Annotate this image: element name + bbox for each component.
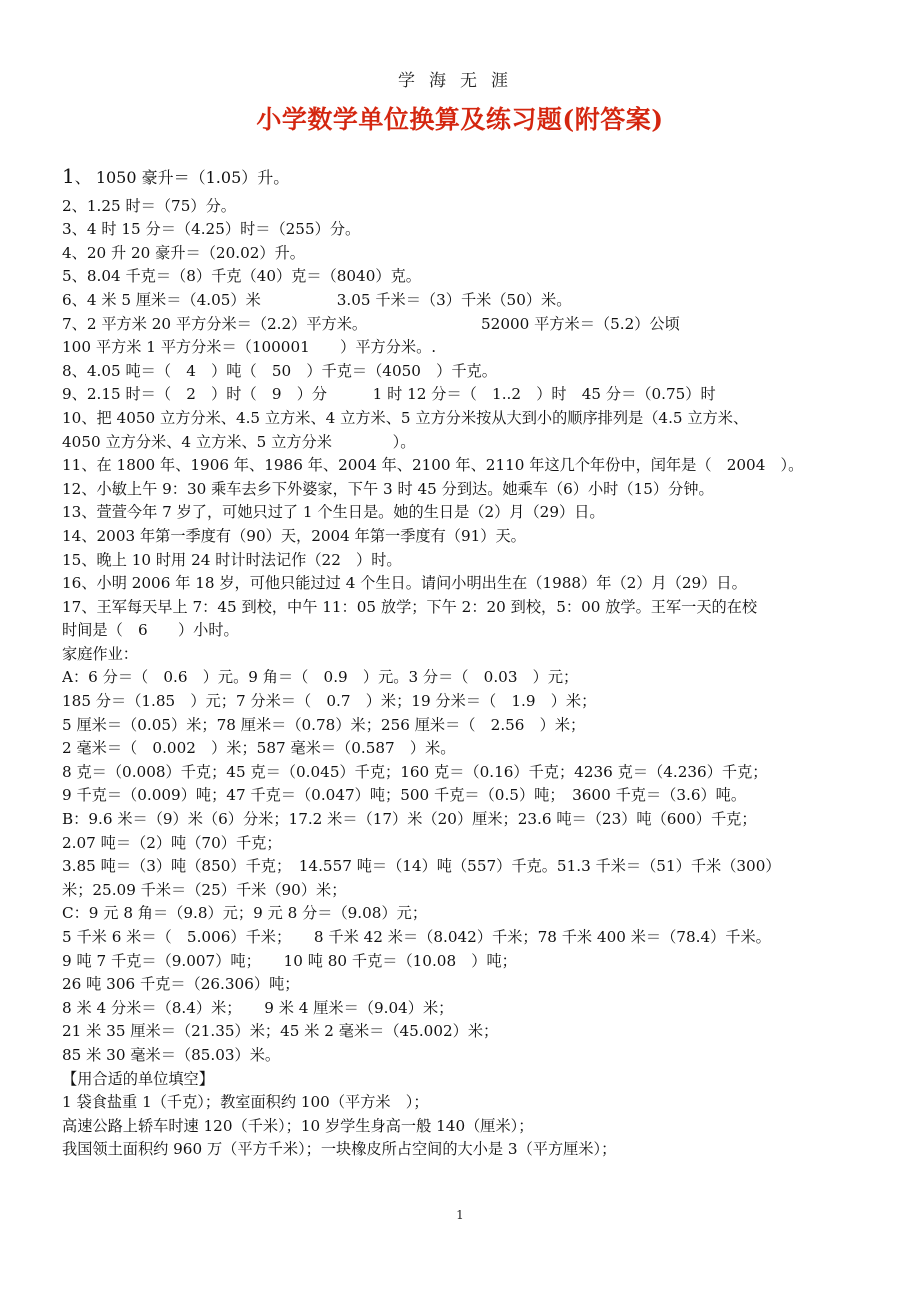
exercise-lines: [62, 195, 862, 1162]
exercise-line: A：6 分＝（ 0.6 ）元。9 角＝（ 0.9 ）元。3 分＝（ 0.03 ）元；: [62, 668, 579, 687]
exercise-line: 2、1.25 时＝（75）分。: [62, 196, 236, 215]
exercise-line: 85 米 30 毫米＝（85.03）米。: [62, 1045, 281, 1064]
exercise-line: 3、4 时 15 分＝（4.25）时＝（255）分。: [62, 220, 361, 239]
exercise-line: 4050 立方分米、4 立方米、5 立方分米 ）。: [62, 432, 416, 451]
exercise-line: B：9.6 米＝（9）米（6）分米；17.2 米＝（17）米（20）厘米；23.6 吨＝（23）吨（600）千克；: [62, 810, 757, 829]
exercise-line: 1 袋食盐重 1（千克）；教室面积约 100（平方米 ）；: [62, 1093, 429, 1112]
exercise-content: [62, 165, 862, 1162]
exercise-line: 5 千米 6 米＝（ 5.006）千米； 8 千米 42 米＝（8.042）千米；78 千米 400 米＝（78.4）千米。: [62, 928, 771, 946]
exercise-line: 9 千克＝（0.009）吨；47 千克＝（0.047）吨；500 千克＝（0.5）吨； 3600 千克＝（3.6）吨。: [62, 786, 747, 805]
page-header: 学海无涯: [398, 71, 522, 91]
exercise-line: C：9 元 8 角＝（9.8）元；9 元 8 分＝（9.08）元；: [62, 904, 428, 923]
exercise-line: 2 毫米＝（ 0.002 ）米；587 毫米＝（0.587 ）米。: [62, 739, 456, 758]
exercise-line: 12、小敏上午 9：30 乘车去乡下外婆家，下午 3 时 45 分到达。她乘车（6）小时（15）分钟。: [62, 479, 714, 498]
exercise-line: 16、小明 2006 年 18 岁，可他只能过过 4 个生日。请问小明出生在（1988）年（2）月（29）日。: [62, 574, 747, 593]
document-title: 小学数学单位换算及练习题(附答案): [256, 105, 664, 134]
exercise-line: 家庭作业：: [62, 644, 138, 663]
exercise-line: 米；25.09 千米＝（25）千米（90）米；: [62, 880, 347, 899]
exercise-line: [62, 165, 862, 190]
exercise-line: 11、在 1800 年、1906 年、1986 年、2004 年、2100 年、2110 年这几个年份中，闰年是（ 2004 ）。: [62, 456, 804, 475]
exercise-line: 8、4.05 吨＝（ 4 ）吨（ 50 ）千克＝（4050 ）千克。: [62, 361, 497, 380]
exercise-number: 1: [62, 165, 75, 188]
exercise-line: 9、2.15 时＝（ 2 ）时（ 9 ）分 1 时 12 分＝（ 1..2 ）时 45 分＝（0.75）时: [62, 385, 716, 404]
exercise-line: 17、王军每天早上 7：45 到校，中午 11：05 放学；下午 2：20 到校，5：00 放学。王军一天的在校: [62, 597, 758, 616]
exercise-line: 高速公路上轿车时速 120（千米）；10 岁学生身高一般 140（厘米）；: [62, 1116, 534, 1135]
exercise-line: 3.85 吨＝（3）吨（850）千克； 14.557 吨＝（14）吨（557）千克。51.3 千米＝（51）千米（300）: [62, 857, 781, 876]
exercise-line: 4、20 升 20 豪升＝（20.02）升。: [62, 243, 305, 262]
exercise-line: 14、2003 年第一季度有（90）天，2004 年第一季度有（91）天。: [62, 526, 526, 545]
exercise-line: 5、8.04 千克＝（8）千克（40）克＝（8040）克。: [62, 267, 421, 286]
exercise-line: 8 克＝（0.008）千克；45 克＝（0.045）千克；160 克＝（0.16）千克；4236 克＝（4.236）千克；: [62, 762, 768, 781]
exercise-line: 15、晚上 10 时用 24 时计时法记作（22 ）时。: [62, 550, 402, 569]
exercise-line: 8 米 4 分米＝（8.4）米； 9 米 4 厘米＝（9.04）米；: [62, 998, 454, 1017]
exercise-line: 【用合适的单位填空】: [62, 1069, 214, 1088]
exercise-line: 6、4 米 5 厘米＝（4.05）米 3.05 千米＝（3）千米（50）米。: [62, 290, 572, 309]
page-number: 1: [456, 1208, 464, 1222]
exercise-line: 7、2 平方米 20 平方分米＝（2.2）平方米。 52000 平方米＝（5.2）公顷: [62, 314, 680, 333]
exercise-line: 26 吨 306 千克＝（26.306）吨；: [62, 975, 300, 994]
exercise-line: 13、萱萱今年 7 岁了，可她只过了 1 个生日是。她的生日是（2）月（29）日。: [62, 503, 605, 522]
exercise-line: 21 米 35 厘米＝（21.35）米；45 米 2 毫米＝（45.002）米；: [62, 1022, 499, 1041]
exercise-line: 10、把 4050 立方分米、4.5 立方米、4 立方米、5 立方分米按从大到小的顺序排列是（4.5 立方米、: [62, 408, 749, 427]
exercise-text: 、 1050 豪升＝（1.05）升。: [74, 168, 290, 187]
exercise-line: 185 分＝（1.85 ）元；7 分米＝（ 0.7 ）米；19 分米＝（ 1.9 ）米；: [62, 692, 597, 711]
exercise-line: 100 平方米 1 平方分米＝（100001 ）平方分米。.: [62, 338, 437, 357]
exercise-line: 5 厘米＝（0.05）米；78 厘米＝（0.78）米；256 厘米＝（ 2.56 ）米；: [62, 715, 586, 734]
exercise-line: 2.07 吨＝（2）吨（70）千克；: [62, 833, 282, 852]
exercise-line: 时间是（ 6 ）小时。: [62, 621, 239, 640]
exercise-line: 9 吨 7 千克＝（9.007）吨； 10 吨 80 千克＝（10.08 ）吨；: [62, 951, 517, 970]
exercise-line: 我国领土面积约 960 万（平方千米）；一块橡皮所占空间的大小是 3（平方厘米）；: [62, 1140, 617, 1159]
